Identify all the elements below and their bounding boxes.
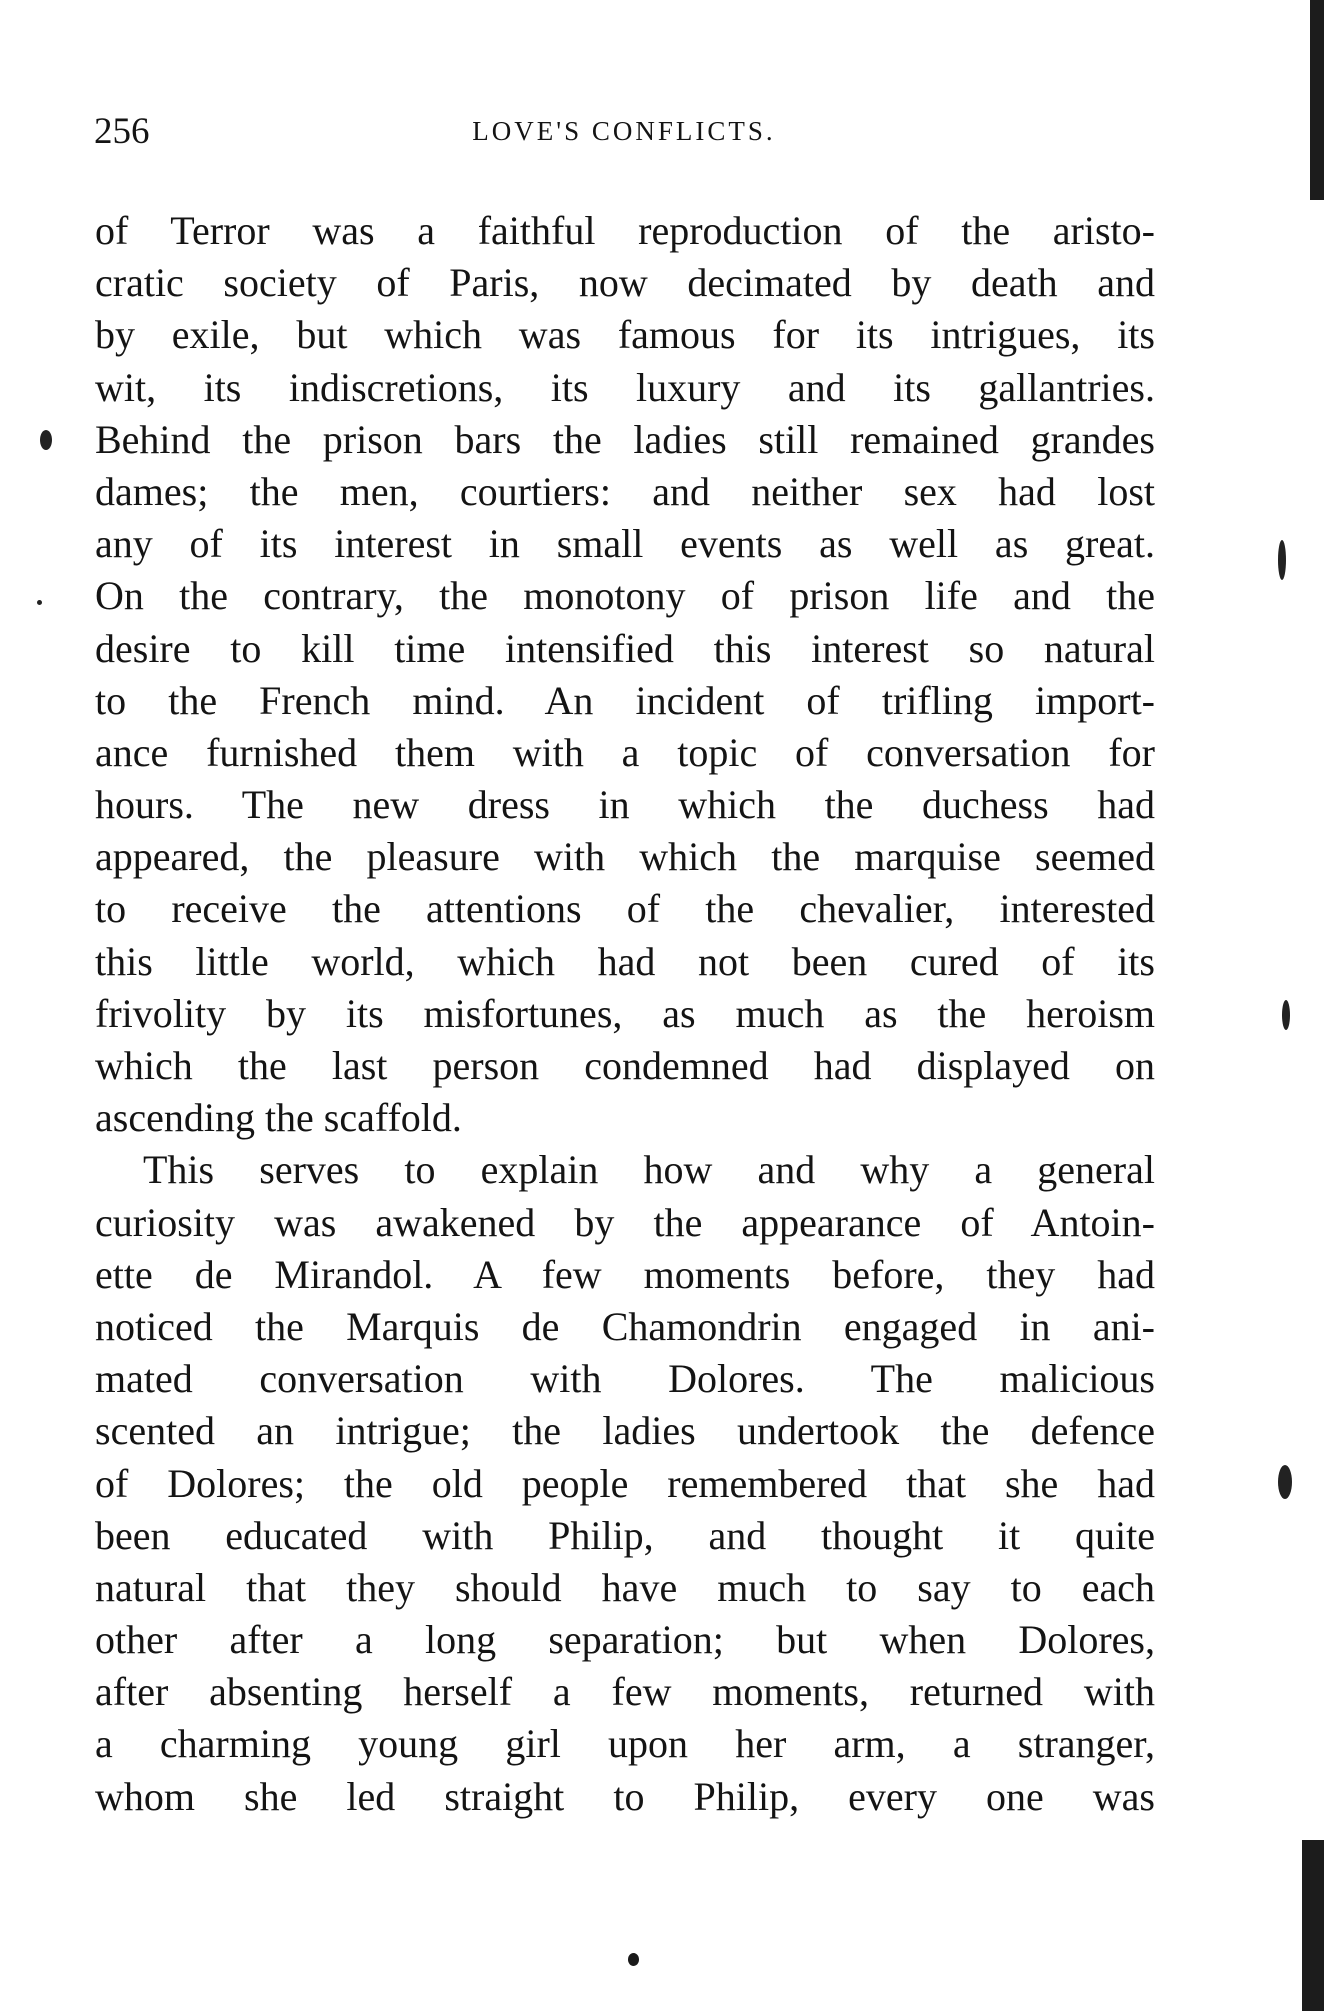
text-line: this little world, which had not been cured of its: [95, 938, 1155, 984]
text-line: ette de Mirandol. A few moments before, they had: [95, 1251, 1155, 1297]
text-line: ance furnished them with a topic of conversation for: [95, 729, 1155, 775]
text-line: dames; the men, courtiers: and neither sex had lost: [95, 468, 1155, 514]
text-line: of Terror was a faithful reproduction of the aristo-: [95, 208, 1155, 253]
text-line: ascending the scaffold.: [95, 1095, 462, 1141]
ink-speck: [1282, 1000, 1290, 1030]
running-title: LOVE'S CONFLICTS.: [472, 116, 776, 146]
text-line: frivolity by its misfortunes, as much as the heroism: [95, 990, 1155, 1036]
page-number: 256: [94, 111, 150, 152]
text-line: Behind the prison bars the ladies still remained grandes: [95, 416, 1155, 462]
ink-speck: [40, 430, 52, 450]
footer-ink-dot: [628, 1953, 639, 1966]
text-line: which the last person condemned had displayed on: [95, 1043, 1155, 1088]
text-line: wit, its indiscretions, its luxury and its gallantries.: [95, 364, 1155, 410]
text-line: appeared, the pleasure with which the marquise seemed: [95, 834, 1155, 880]
ink-speck: [37, 600, 42, 605]
ink-speck: [1278, 540, 1286, 580]
text-line: natural that they should have much to say to each: [95, 1564, 1155, 1610]
text-line: been educated with Philip, and thought it quite: [95, 1512, 1155, 1558]
text-line: a charming young girl upon her arm, a stranger,: [95, 1721, 1155, 1767]
scan-edge-bottom: [1302, 1840, 1324, 2011]
text-line: scented an intrigue; the ladies undertook the defence: [95, 1408, 1155, 1454]
text-line: to the French mind. An incident of trifling import-: [95, 677, 1155, 723]
text-line: On the contrary, the monotony of prison life and the: [95, 573, 1155, 619]
text-line: noticed the Marquis de Chamondrin engaged in ani-: [95, 1303, 1155, 1349]
text-line: other after a long separation; but when Dolores,: [95, 1617, 1155, 1663]
ink-speck: [1278, 1465, 1292, 1499]
text-line: curiosity was awakened by the appearance of Antoin-: [95, 1199, 1155, 1245]
scan-edge-top: [1310, 0, 1324, 200]
page-header: [94, 110, 1154, 160]
body-text: [95, 205, 1155, 1823]
text-line: of Dolores; the old people remembered that she had: [95, 1460, 1155, 1506]
text-line: whom she led straight to Philip, every one was: [95, 1773, 1155, 1819]
text-line: any of its interest in small events as well as great.: [95, 521, 1155, 567]
text-line: to receive the attentions of the chevalier, interested: [95, 886, 1155, 932]
text-line: after absenting herself a few moments, returned with: [95, 1669, 1155, 1715]
text-line: by exile, but which was famous for its intrigues, its: [95, 312, 1155, 358]
text-line: This serves to explain how and why a general: [143, 1147, 1155, 1193]
text-line: hours. The new dress in which the duchess had: [95, 782, 1155, 828]
text-line: desire to kill time intensified this interest so natural: [95, 625, 1155, 671]
text-line: mated conversation with Dolores. The malicious: [95, 1356, 1155, 1402]
text-line: cratic society of Paris, now decimated by death and: [95, 260, 1155, 306]
